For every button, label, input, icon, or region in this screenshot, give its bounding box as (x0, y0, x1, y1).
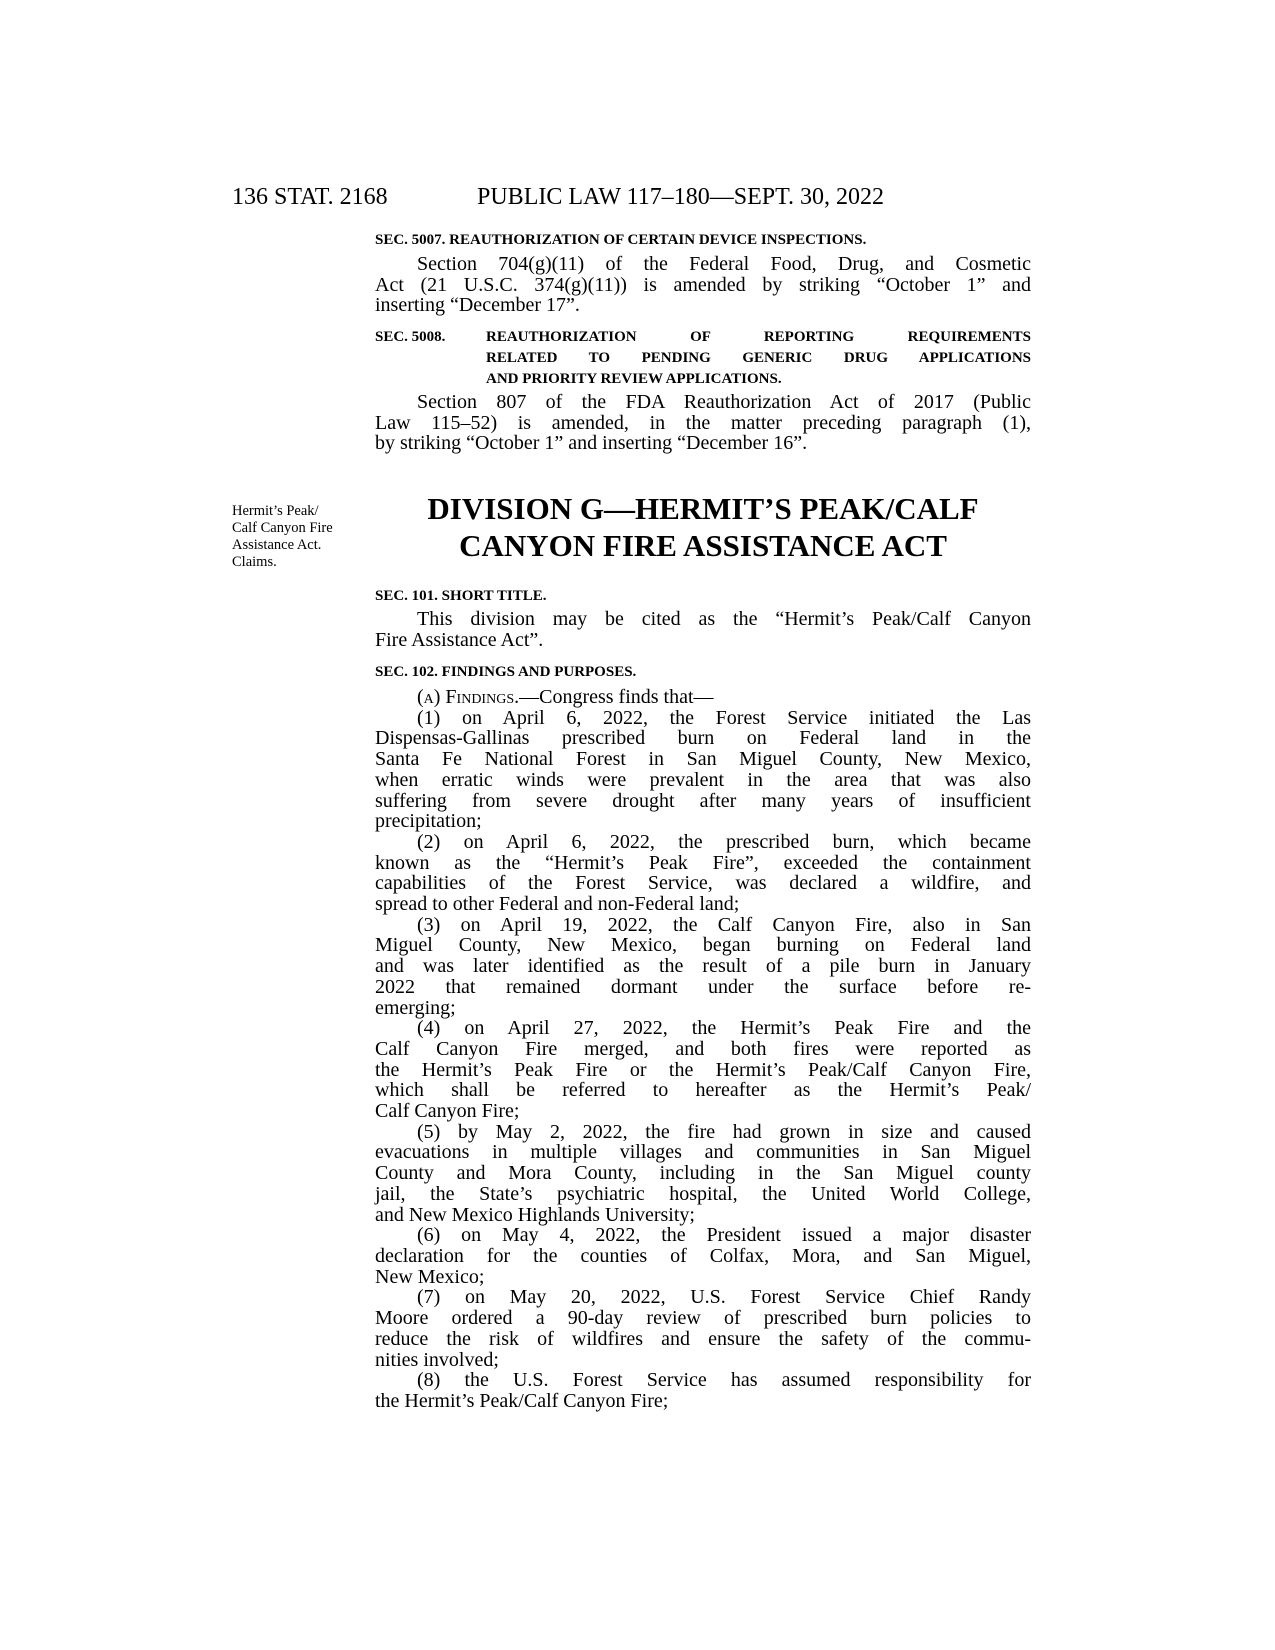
finding-line: (5) by May 2, 2022, the fire had grown in size and caused (417, 1120, 1031, 1143)
finding-line: (7) on May 20, 2022, U.S. Forest Service Chief Randy (417, 1286, 1031, 1309)
finding-line: Santa Fe National Forest in San Miguel County, New Mexico, (375, 748, 1031, 771)
finding-line: (1) on April 6, 2022, the Forest Service initiated the Las (417, 706, 1031, 729)
finding-line: and was later identified as the result of a pile burn in January (375, 955, 1031, 978)
finding-line: emerging; (375, 996, 456, 1019)
sec-5007-heading: SEC. 5007. REAUTHORIZATION OF CERTAIN DEVICE INSPECTIONS. (375, 232, 867, 248)
findings-intro: (a) Findings.—Congress finds that— (417, 686, 714, 708)
sec-5008-heading (375, 327, 1031, 390)
text-line: Law 115–52) is amended, in the matter preceding paragraph (1), (375, 411, 1031, 434)
finding-line: Moore ordered a 90-day review of prescribed burn policies to (375, 1307, 1031, 1330)
sec-5007-text (375, 254, 1031, 316)
text-line: inserting “December 17”. (375, 294, 580, 317)
division-title: DIVISION G—HERMIT’S PEAK/CALF CANYON FIRE ASSISTANCE ACT (427, 491, 979, 563)
finding-line: suffering from severe drought after many years of insufficient (375, 789, 1031, 812)
finding-line: when erratic winds were prevalent in the area that was also (375, 768, 1031, 791)
section-title-line: AND PRIORITY REVIEW APPLICATIONS. (486, 371, 782, 387)
finding-line: reduce the risk of wildfires and ensure the safety of the commu- (375, 1327, 1031, 1350)
text-line: This division may be cited as the “Hermit’s Peak/Calf Canyon (417, 608, 1031, 630)
section-title-line: REAUTHORIZATION OF REPORTING REQUIREMENTS (486, 329, 1031, 345)
finding-line: County and Mora County, including in the San Miguel county (375, 1162, 1031, 1185)
finding-line: capabilities of the Forest Service, was declared a wildfire, and (375, 872, 1031, 895)
finding-line: Miguel County, New Mexico, began burning on Federal land (375, 934, 1031, 957)
margin-note: Hermit’s Peak/ Calf Canyon Fire Assistance Act. Claims. (232, 503, 333, 570)
sec-5008-text (375, 392, 1031, 454)
finding-line: (6) on May 4, 2022, the President issued a major disaster (417, 1224, 1031, 1247)
findings-label: (a) Findings. (417, 686, 520, 708)
finding-line: Calf Canyon Fire; (375, 1100, 520, 1123)
finding-line: known as the “Hermit’s Peak Fire”, exceeded the containment (375, 851, 1031, 874)
text-line: Section 704(g)(11) of the Federal Food, Drug, and Cosmetic (417, 253, 1031, 275)
finding-line: evacuations in multiple villages and communities in San Miguel (375, 1141, 1031, 1164)
finding-line: the Hermit’s Peak Fire or the Hermit’s Peak/Calf Canyon Fire, (375, 1058, 1031, 1081)
finding-line: the Hermit’s Peak/Calf Canyon Fire; (375, 1389, 669, 1412)
finding-line: and New Mexico Highlands University; (375, 1203, 695, 1226)
finding-line: 2022 that remained dormant under the surface before re- (375, 975, 1031, 998)
finding-line: spread to other Federal and non-Federal land; (375, 893, 740, 916)
sec-102-text (375, 687, 1031, 1412)
finding-line: (3) on April 19, 2022, the Calf Canyon Fire, also in San (417, 913, 1031, 936)
finding-line: New Mexico; (375, 1265, 485, 1288)
public-law-title: PUBLIC LAW 117–180—SEPT. 30, 2022 (477, 184, 884, 210)
section-title-line: RELATED TO PENDING GENERIC DRUG APPLICATIONS (486, 350, 1031, 366)
finding-line: (2) on April 6, 2022, the prescribed burn, which became (417, 830, 1031, 853)
finding-line: (4) on April 27, 2022, the Hermit’s Peak Fire and the (417, 1017, 1031, 1040)
text-line: by striking “October 1” and inserting “December 16”. (375, 432, 808, 455)
sec-101-heading: SEC. 101. SHORT TITLE. (375, 588, 547, 604)
page-header (232, 184, 884, 211)
statute-page-number: 136 STAT. 2168 (232, 184, 388, 210)
finding-line: jail, the State’s psychiatric hospital, the United World College, (375, 1182, 1031, 1205)
finding-line: Dispensas-Gallinas prescribed burn on Federal land in the (375, 727, 1031, 750)
finding-line: Calf Canyon Fire merged, and both fires were reported as (375, 1037, 1031, 1060)
text-line: Fire Assistance Act”. (375, 628, 544, 651)
sec-101-text (375, 609, 1031, 650)
finding-line: nities involved; (375, 1348, 499, 1371)
finding-line: precipitation; (375, 810, 482, 833)
sec-102-heading: SEC. 102. FINDINGS AND PURPOSES. (375, 664, 637, 680)
section-number: SEC. 5008. (375, 329, 446, 345)
text-line: Section 807 of the FDA Reauthorization Act of 2017 (Public (417, 391, 1031, 413)
finding-line: declaration for the counties of Colfax, Mora, and San Miguel, (375, 1244, 1031, 1267)
finding-line: which shall be referred to hereafter as the Hermit’s Peak/ (375, 1079, 1031, 1102)
findings-list (375, 708, 1031, 1412)
text-line: Act (21 U.S.C. 374(g)(11)) is amended by striking “October 1” and (375, 273, 1031, 296)
finding-line: (8) the U.S. Forest Service has assumed responsibility for (417, 1369, 1031, 1392)
